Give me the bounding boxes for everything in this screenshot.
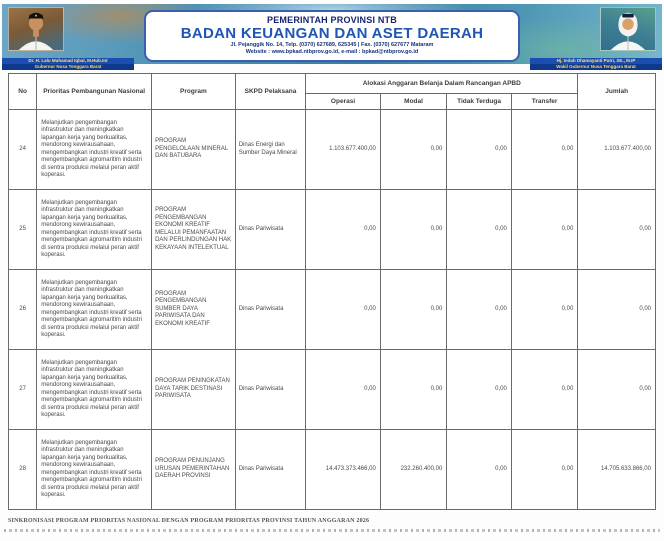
letterhead-banner	[2, 4, 662, 69]
table-row	[9, 350, 656, 430]
cell-no: 28	[9, 430, 37, 510]
cell-prioritas: Melanjutkan pengembangan infrastruktur dan meningkatkan lapangan kerja yang berkualitas, mendorong kewirausahaan, mengembangkan industri kreatif serta mengembangkan agromaritim industri di sentra produksi melalui peran aktif koperasi.	[37, 270, 152, 350]
cell-program: PROGRAM PENGELOLAAN MINERAL DAN BATUBARA	[152, 110, 236, 190]
province-name: PEMERINTAH PROVINSI NTB	[267, 15, 397, 25]
cell-operasi: 0,00	[306, 190, 381, 270]
col-header-operasi: Operasi	[306, 94, 381, 110]
cell-program: PROGRAM PENINGKATAN DAYA TARIK DESTINASI PARIWISATA	[152, 350, 236, 430]
col-header-tidak-terduga: Tidak Terduga	[447, 94, 511, 110]
table-row	[9, 190, 656, 270]
cell-jumlah: 0,00	[578, 350, 656, 430]
governor-caption	[2, 58, 134, 70]
vice-governor-title: Wakil Gubernur Nusa Tenggara Barat	[530, 64, 662, 70]
cell-modal: 0,00	[380, 110, 447, 190]
table-row	[9, 430, 656, 510]
col-header-modal: Modal	[380, 94, 447, 110]
cell-no: 24	[9, 110, 37, 190]
cell-skpd: Dinas Pariwisata	[235, 190, 306, 270]
col-header-skpd: SKPD Pelaksana	[235, 74, 306, 110]
agency-address: Jl. Pejanggik No. 14, Telp. (0370) 627689, 625345 | Fax. (0370) 627677 Mataram	[230, 42, 434, 48]
cell-jumlah: 0,00	[578, 190, 656, 270]
col-header-jumlah: Jumlah	[578, 74, 656, 110]
cell-prioritas: Melanjutkan pengembangan infrastruktur dan meningkatkan lapangan kerja yang berkualitas, mendorong kewirausahaan, mengembangkan industri kreatif serta mengembangkan agromaritim industri di sentra produksi melalui peran aktif koperasi.	[37, 190, 152, 270]
agency-identity-box	[144, 10, 520, 62]
cell-operasi: 0,00	[306, 350, 381, 430]
governor-title: Gubernur Nusa Tenggara Barat	[2, 64, 134, 70]
table-row	[9, 110, 656, 190]
cell-tidak-terduga: 0,00	[447, 270, 511, 350]
document-caption: SINKRONISASI PROGRAM PRIORITAS NASIONAL DENGAN PROGRAM PRIORITAS PROVINSI TAHUN ANGGARAN 2026	[8, 518, 370, 524]
cell-tidak-terduga: 0,00	[447, 430, 511, 510]
cell-program: PROGRAM PENGEMBANGAN EKONOMI KREATIF MELALUI PEMANFAATAN DAN PERLINDUNGAN HAK KEKAYAAN INTELEKTUAL	[152, 190, 236, 270]
cell-modal: 0,00	[380, 350, 447, 430]
cell-operasi: 0,00	[306, 270, 381, 350]
cell-transfer: 0,00	[511, 110, 578, 190]
cell-tidak-terduga: 0,00	[447, 190, 511, 270]
agency-name: BADAN KEUANGAN DAN ASET DAERAH	[180, 25, 484, 42]
vice-governor-caption	[530, 58, 662, 70]
budget-table-container	[8, 73, 657, 510]
cell-prioritas: Melanjutkan pengembangan infrastruktur dan meningkatkan lapangan kerja yang berkualitas, mendorong kewirausahaan, mengembangkan industri kreatif serta mengembangkan agromaritim industri di sentra produksi melalui peran aktif koperasi.	[37, 350, 152, 430]
cell-skpd: Dinas Energi dan Sumber Daya Mineral	[235, 110, 306, 190]
cell-skpd: Dinas Pariwisata	[235, 430, 306, 510]
agency-website: Website : www.bpkad.ntbprov.go.id, e-mail : bpkad@ntbprov.go.id	[245, 49, 419, 55]
cell-transfer: 0,00	[511, 270, 578, 350]
cell-transfer: 0,00	[511, 350, 578, 430]
governor-photo	[8, 7, 64, 51]
cell-no: 27	[9, 350, 37, 430]
vice-governor-name: Hj. Indah Dhamayanti Putri, SE., M.IP	[530, 58, 662, 64]
cell-skpd: Dinas Pariwisata	[235, 270, 306, 350]
cell-jumlah: 0,00	[578, 270, 656, 350]
table-row	[9, 270, 656, 350]
cell-modal: 0,00	[380, 190, 447, 270]
governor-portrait-illustration	[9, 8, 63, 50]
cell-jumlah: 14.705.633.866,00	[578, 430, 656, 510]
cell-jumlah: 1.103.677.400,00	[578, 110, 656, 190]
cell-tidak-terduga: 0,00	[447, 110, 511, 190]
vice-governor-photo	[600, 7, 656, 51]
cell-transfer: 0,00	[511, 430, 578, 510]
cell-no: 25	[9, 190, 37, 270]
col-group-alokasi: Alokasi Anggaran Belanja Dalam Rancangan APBD	[306, 74, 578, 94]
cell-modal: 232.260.400,00	[380, 430, 447, 510]
cell-no: 26	[9, 270, 37, 350]
microtext-strip	[4, 529, 660, 532]
cell-skpd: Dinas Pariwisata	[235, 350, 306, 430]
cell-modal: 0,00	[380, 270, 447, 350]
cell-operasi: 1.103.677.400,00	[306, 110, 381, 190]
col-header-transfer: Transfer	[511, 94, 578, 110]
cell-operasi: 14.473.373.466,00	[306, 430, 381, 510]
cell-transfer: 0,00	[511, 190, 578, 270]
cell-prioritas: Melanjutkan pengembangan infrastruktur dan meningkatkan lapangan kerja yang berkualitas, mendorong kewirausahaan, mengembangkan industri kreatif serta mengembangkan agromaritim industri di sentra produksi melalui peran aktif koperasi.	[37, 110, 152, 190]
vice-governor-portrait-illustration	[601, 8, 655, 50]
cell-prioritas: Melanjutkan pengembangan infrastruktur dan meningkatkan lapangan kerja yang berkualitas, mendorong kewirausahaan, mengembangkan industri kreatif serta mengembangkan agromaritim industri di sentra produksi melalui peran aktif koperasi.	[37, 430, 152, 510]
col-header-no: No	[9, 74, 37, 110]
col-header-prioritas: Prioritas Pembangunan Nasional	[37, 74, 152, 110]
col-header-program: Program	[152, 74, 236, 110]
budget-allocation-table	[8, 73, 656, 510]
cell-program: PROGRAM PENUNJANG URUSAN PEMERINTAHAN DAERAH PROVINSI	[152, 430, 236, 510]
governor-name: Dr. H. Lalu Muhamad Iqbal, M.Hub.Int	[2, 58, 134, 64]
cell-program: PROGRAM PENGEMBANGAN SUMBER DAYA PARIWISATA DAN EKONOMI KREATIF	[152, 270, 236, 350]
cell-tidak-terduga: 0,00	[447, 350, 511, 430]
